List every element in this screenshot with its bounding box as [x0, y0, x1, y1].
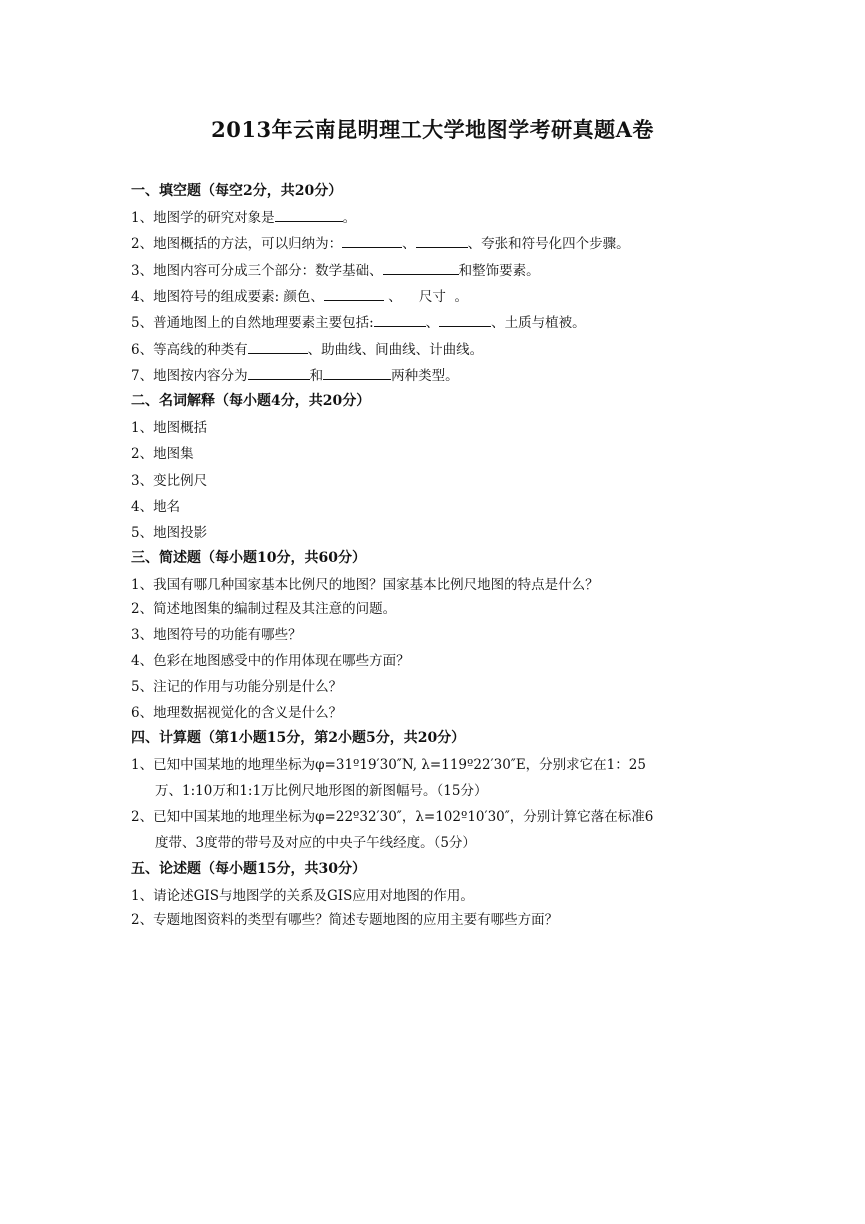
answer-blank [275, 208, 343, 222]
question-item-line2: 度带、3度带的带号及对应的中央子午线经度。（5分） [155, 835, 476, 851]
answer-blank [342, 234, 402, 248]
answer-blank [383, 261, 459, 275]
question-item: 2、简述地图集的编制过程及其注意的问题。 [131, 601, 397, 617]
answer-blank [323, 366, 391, 380]
question-item: 1、地图学的研究对象是 。 [131, 210, 357, 226]
question-item: 1、请论述GIS与地图学的关系及GIS应用对地图的作用。 [131, 888, 474, 904]
question-item: 2、地图概括的方法，可以归纳为： 、 、夸张和符号化四个步骤。 [131, 236, 630, 252]
question-item: 6、地理数据视觉化的含义是什么？ [131, 705, 343, 721]
question-item: 6、等高线的种类有 、助曲线、间曲线、计曲线。 [131, 342, 484, 358]
section-heading-calculation: 四、计算题（第1小题15分，第2小题5分，共20分） [131, 730, 466, 746]
question-item-line1: 1、已知中国某地的地理坐标为φ=31º19′30″N, λ=119º22′30″E，分别求它在1：25 [131, 757, 646, 773]
answer-blank [248, 366, 310, 380]
answer-blank [374, 313, 426, 327]
question-item-line1: 2、已知中国某地的地理坐标为φ=22º32′30″，λ=102º10′30″，分别计算它落在标准6 [131, 809, 654, 825]
question-item: 4、地图符号的组成要素: 颜色、 、 尺寸 。 [131, 289, 468, 305]
question-item: 3、地图内容可分成三个部分：数学基础、 和整饰要素。 [131, 263, 540, 279]
question-item: 4、色彩在地图感受中的作用体现在哪些方面？ [131, 653, 410, 669]
question-item: 2、专题地图资料的类型有哪些？简述专题地图的应用主要有哪些方面？ [131, 912, 559, 928]
question-item: 4、地名 [131, 499, 181, 515]
question-item-line2: 万、1:10万和1:1万比例尺地形图的新图幅号。（15分） [155, 783, 488, 799]
question-item: 7、地图按内容分为 和 两种类型。 [131, 368, 459, 384]
answer-blank [416, 234, 468, 248]
question-item: 1、我国有哪几种国家基本比例尺的地图？国家基本比例尺地图的特点是什么？ [131, 577, 599, 593]
question-item: 1、地图概括 [131, 420, 208, 436]
section-heading-definitions: 二、名词解释（每小题4分，共20分） [131, 393, 371, 409]
section-heading-essay: 五、论述题（每小题15分，共30分） [131, 861, 366, 877]
answer-blank [324, 287, 384, 301]
section-heading-fill-blank: 一、填空题（每空2分，共20分） [131, 183, 343, 199]
answer-blank [439, 313, 491, 327]
question-item: 5、注记的作用与功能分别是什么？ [131, 679, 343, 695]
question-item: 3、地图符号的功能有哪些？ [131, 627, 302, 643]
answer-blank [248, 340, 308, 354]
section-heading-short-answer: 三、简述题（每小题10分，共60分） [131, 550, 366, 566]
question-item: 3、变比例尺 [131, 473, 208, 489]
page-title: 2013年云南昆明理工大学地图学考研真题A卷 [211, 117, 654, 142]
question-item: 5、地图投影 [131, 525, 208, 541]
question-item: 2、地图集 [131, 446, 194, 462]
question-item: 5、普通地图上的自然地理要素主要包括: 、 、土质与植被。 [131, 315, 586, 331]
